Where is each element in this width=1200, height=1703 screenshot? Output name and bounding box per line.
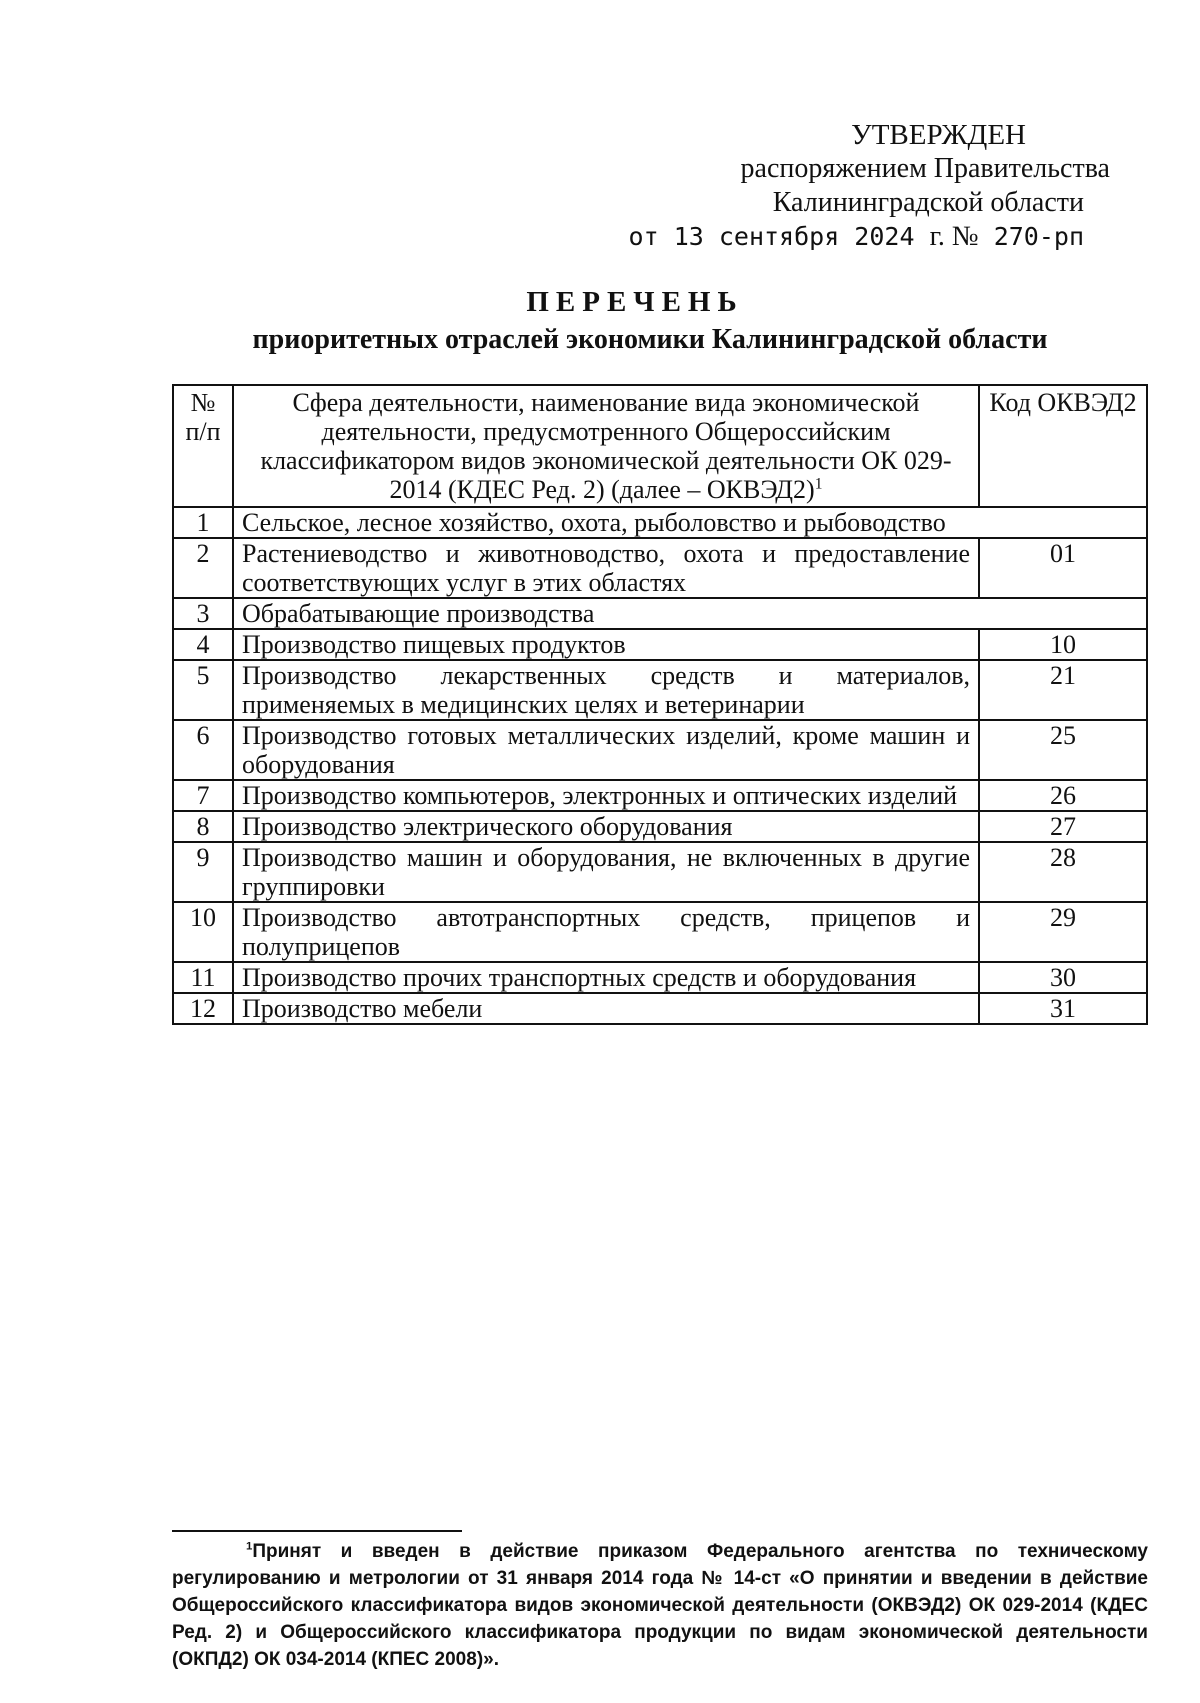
table-row [173,842,1147,902]
approval-authority: распоряжением Правительства [740,153,1110,184]
row-name: Производство машин и оборудования, не включенных в другие группировки [233,842,979,902]
approval-stamp [554,118,1114,254]
approval-date [554,220,1114,254]
row-name: Сельское, лесное хозяйство, охота, рыболовство и рыбоводство [233,507,1147,538]
row-code: 21 [979,660,1147,720]
table-row [173,902,1147,962]
row-num: 8 [173,811,233,842]
row-name: Производство мебели [233,993,979,1024]
table-row [173,720,1147,780]
row-name: Производство компьютеров, электронных и оптических изделий [233,780,979,811]
row-code: 27 [979,811,1147,842]
row-name: Производство электрического оборудования [233,811,979,842]
table-row [173,811,1147,842]
footnote-marker: 1 [246,1540,253,1553]
header-num: № п/п [173,385,233,507]
row-num: 9 [173,842,233,902]
table-row [173,660,1147,720]
row-name: Производство прочих транспортных средств и оборудования [233,962,979,993]
row-name: Производство пищевых продуктов [233,629,979,660]
row-name: Производство лекарственных средств и материалов, применяемых в медицинских целях и ветеринарии [233,660,979,720]
footnote-text: Принят и введен в действие приказом Федерального агентства по техническому регулированию и метрологии от 31 января 2014 года № 14-ст «О принятии и введении в действие Общероссийского классификатора видов экономической деятельности (ОКВЭД2) ОК 029-2014 (КДЕС Ред. 2) и Общероссийского классификатора продукции по видам экономической деятельности (ОКПД2) ОК 034-2014 (КПЕС 2008)». [172,1541,1148,1670]
header-name [233,385,979,507]
row-code: 28 [979,842,1147,902]
header-name-text: Сфера деятельности, наименование вида экономической деятельности, предусмотренного Общероссийским классификатором видов экономической деятельности ОК 029-2014 (КДЕС Ред. 2) (далее – ОКВЭД2) [260,388,952,504]
table-row [173,993,1147,1024]
table-row [173,629,1147,660]
approval-date-g: г. № [929,221,979,252]
page-subtitle: приоритетных отраслей экономики Калининградской области [252,324,1048,355]
approval-number: 270-рп [993,222,1084,251]
priority-sectors-table [172,384,1148,1025]
row-name: Обрабатывающие производства [233,598,1147,629]
page-title: ПЕРЕЧЕНЬ [526,286,744,318]
row-code: 25 [979,720,1147,780]
table-row [173,538,1147,598]
row-num: 4 [173,629,233,660]
row-code: 10 [979,629,1147,660]
table-row [173,507,1147,538]
footnote [172,1538,1148,1673]
table-header-row [173,385,1147,507]
document-heading [0,284,1200,358]
table-row [173,780,1147,811]
row-code: 30 [979,962,1147,993]
row-code: 01 [979,538,1147,598]
table-row [173,962,1147,993]
approval-date-prefix: от [628,222,659,251]
row-name: Производство автотранспортных средств, прицепов и полуприцепов [233,902,979,962]
row-num: 3 [173,598,233,629]
row-num: 6 [173,720,233,780]
row-name: Производство готовых металлических изделий, кроме машин и оборудования [233,720,979,780]
header-code: Код ОКВЭД2 [979,385,1147,507]
row-num: 5 [173,660,233,720]
table-body [173,507,1147,1024]
approval-title: УТВЕРЖДЕН [851,119,1026,151]
row-num: 11 [173,962,233,993]
row-num: 7 [173,780,233,811]
approval-date-day: 13 сентября 2024 [673,222,915,251]
row-num: 1 [173,507,233,538]
row-num: 2 [173,538,233,598]
approval-region: Калининградской области [772,187,1084,218]
footnote-divider [172,1530,462,1532]
row-code: 29 [979,902,1147,962]
row-name: Растениеводство и животноводство, охота и предоставление соответствующих услуг в этих областях [233,538,979,598]
row-code: 31 [979,993,1147,1024]
row-code: 26 [979,780,1147,811]
row-num: 12 [173,993,233,1024]
table-row [173,598,1147,629]
row-num: 10 [173,902,233,962]
footnote-ref: 1 [814,475,823,493]
